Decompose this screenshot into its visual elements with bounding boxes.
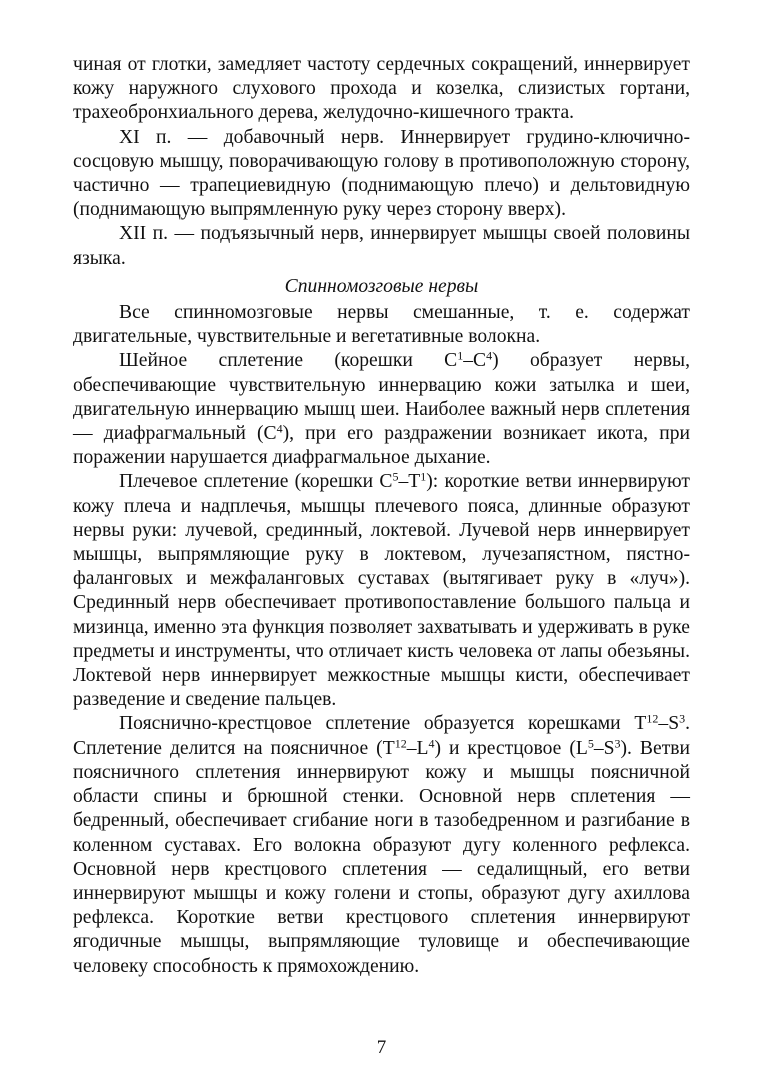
- text-run: –T: [398, 471, 421, 493]
- superscript: 5: [587, 736, 594, 751]
- text-run: . Сплетение делится на поясничное (T: [73, 713, 690, 759]
- superscript: 3: [679, 711, 686, 726]
- paragraph-brachial-plexus: [73, 470, 690, 712]
- superscript: 5: [392, 469, 399, 484]
- text-run: –L: [406, 737, 429, 759]
- text-run: Пояснично-крестцовое сплетение образуется корешками T: [119, 713, 647, 735]
- superscript: 4: [486, 348, 493, 363]
- superscript: 1: [457, 348, 464, 363]
- paragraph-accessory-nerve: XI п. — добавочный нерв. Иннервирует грудино-ключично-сосцовую мышцу, поворачивающую голову в противоположную сторону, частично — трапециевидную (поднимающую плечо) и дельтовидную (поднимающую выпрямленную руку через сторону вверх).: [73, 126, 690, 221]
- superscript: 12: [394, 736, 407, 751]
- paragraph-cervical-plexus: [73, 349, 690, 470]
- text-run: ) образует нервы, обеспечивающие чувствительную иннервацию кожи затылка и шеи, двигательную иннервацию мышц шеи. Наиболее важный нерв сплетения — диафрагмальный (C: [73, 350, 690, 445]
- superscript: 4: [276, 421, 283, 436]
- paragraph-lumbosacral-plexus: [73, 712, 690, 978]
- superscript: 12: [646, 711, 659, 726]
- superscript: 3: [614, 736, 621, 751]
- superscript: 1: [420, 469, 427, 484]
- superscript: 4: [428, 736, 435, 751]
- paragraph-vagus-continuation: чиная от глотки, замедляет частоту сердечных сокращений, иннервирует кожу наружного слухового прохода и козелка, слизистых гортани, трахеобронхиального дерева, желудочно-кишечного тракта.: [73, 54, 690, 124]
- text-run: Шейное сплетение (корешки C: [119, 350, 458, 372]
- text-run: –S: [593, 737, 615, 759]
- page-body: [73, 53, 690, 979]
- text-run: ) и крестцовое (L: [434, 737, 588, 759]
- text-run: ): короткие ветви иннервируют кожу плеча и надплечья, мышцы плечевого пояса, длинные образуют нервы руки: лучевой, срединный, локтевой. Лучевой нерв иннервирует мышцы, выпрямляющие руку в локтевом, лучезапястном, пястно-фаланговых и межфаланговых суставах (вытягивает руку в «луч»). Срединный нерв обеспечивает противопоставление большого пальца и мизинца, именно эта функция позволяет захватывать и удерживать в руке предметы и инструменты, что отличает кисть человека от лапы обезьяны. Локтевой нерв иннервирует межкостные мышцы кисти, обеспечивает разведение и сведение пальцев.: [73, 471, 690, 711]
- text-run: ). Ветви поясничного сплетения иннервируют кожу и мышцы поясничной области спины и брюшной стенки. Основной нерв сплетения — бедренный, обеспечивает сгибание ноги в тазобедренном и разгибание в коленном суставах. Его волокна образуют дугу коленного рефлекса. Основной нерв крестцового сплетения — седалищный, его ветви иннервируют мышцы и кожу голени и стопы, образуют дугу ахиллова рефлекса. Короткие ветви крестцового сплетения иннервируют ягодичные мышцы, выпрямляющие туловище и обеспечивающие человеку способность к прямохождению.: [73, 737, 690, 977]
- section-heading: Спинномозговые нервы: [284, 275, 479, 297]
- text-run: –C: [463, 350, 487, 372]
- paragraph-spinal-nerves-mixed: Все спинномозговые нервы смешанные, т. е. содержат двигательные, чувствительные и вегетативные волокна.: [73, 302, 690, 348]
- paragraph-hypoglossal-nerve: XII п. — подъязычный нерв, иннервирует мышцы своей половины языка.: [73, 223, 690, 269]
- text-run: Плечевое сплетение (корешки C: [119, 471, 393, 493]
- page-number: 7: [376, 1037, 387, 1058]
- text-run: –S: [658, 713, 680, 735]
- text-run: ), при его раздражении возникает икота, при поражении нарушается диафрагмальное дыхание.: [73, 423, 690, 469]
